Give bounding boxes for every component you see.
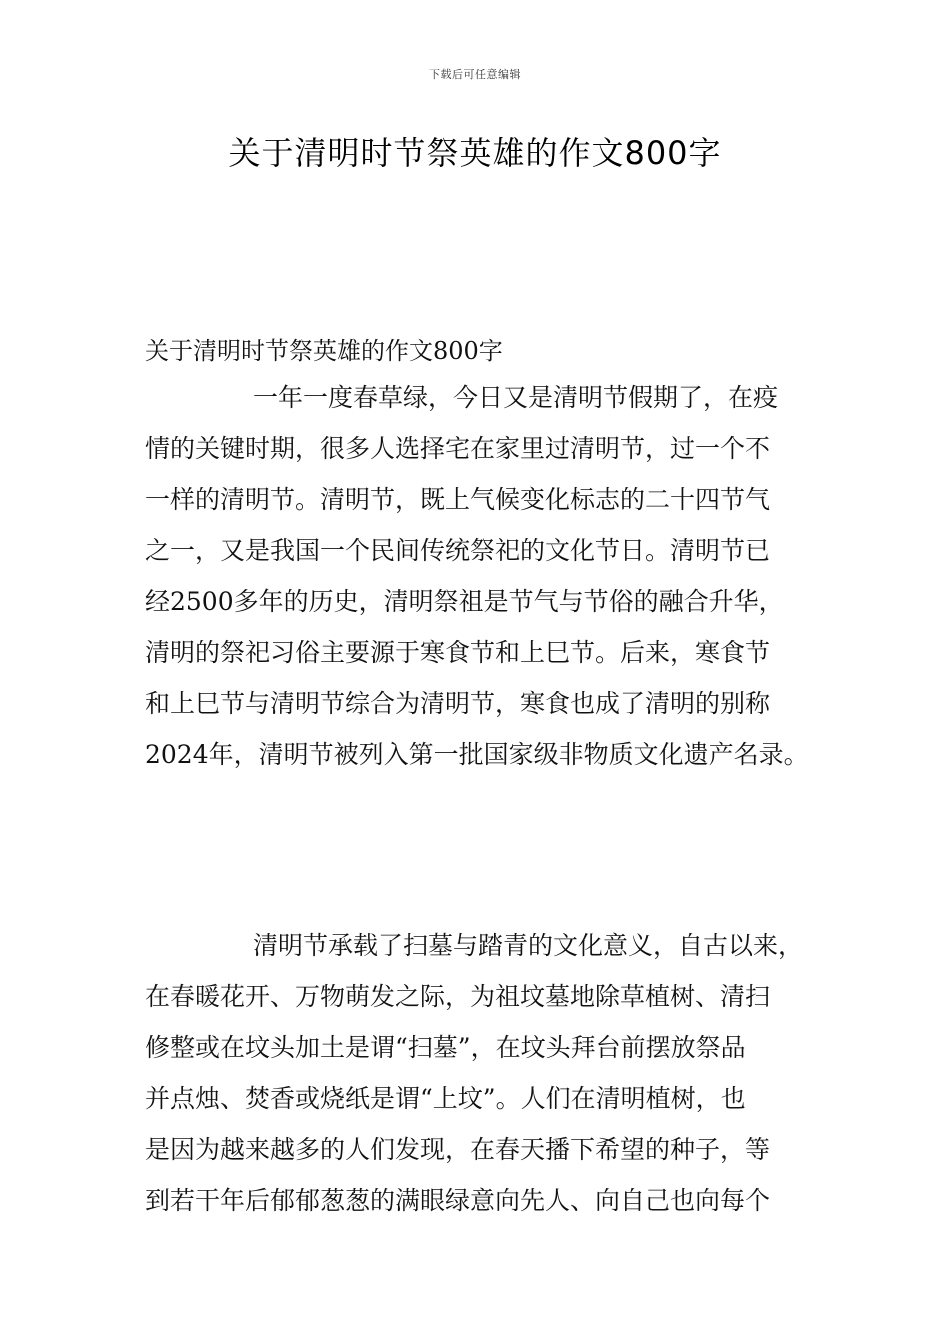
paragraph-line: 2024年，清明节被列入第一批国家级非物质文化遗产名录。 (145, 740, 809, 769)
paragraph-line: 在春暖花开、万物萌发之际，为祖坟墓地除草植树、清扫 (145, 982, 771, 1011)
header-note: 下载后可任意编辑 (429, 68, 521, 81)
paragraph-line: 情的关键时期，很多人选择宅在家里过清明节，过一个不 (145, 434, 771, 463)
paragraph-line: 一年一度春草绿，今日又是清明节假期了，在疫 (253, 383, 779, 412)
paragraph-1 (145, 372, 825, 780)
paragraph-line: 清明节承载了扫墓与踏青的文化意义，自古以来， (253, 931, 804, 960)
paragraph-line: 修整或在坟头加土是谓“扫墓”，在坟头拜台前摆放祭品 (145, 1033, 746, 1062)
paragraph-line: 和上巳节与清明节综合为清明节，寒食也成了清明的别称 (145, 689, 771, 718)
page-title: 关于清明时节祭英雄的作文800字 (228, 134, 722, 172)
paragraph-line: 一样的清明节。清明节，既上气候变化标志的二十四节气 (145, 485, 771, 514)
paragraph-line: 是因为越来越多的人们发现，在春天播下希望的种子，等 (145, 1135, 771, 1164)
paragraph-line: 清明的祭祀习俗主要源于寒食节和上巳节。后来，寒食节 (145, 638, 771, 667)
paragraph-line: 之一，又是我国一个民间传统祭祀的文化节日。清明节已 (145, 536, 771, 565)
paragraph-line: 并点烛、焚香或烧纸是谓“上坟”。人们在清明植树，也 (145, 1084, 746, 1113)
paragraph-line: 经2500多年的历史，清明祭祖是节气与节俗的融合升华， (145, 587, 784, 616)
article-subtitle: 关于清明时节祭英雄的作文800字 (145, 337, 503, 365)
paragraph-line: 到若干年后郁郁葱葱的满眼绿意向先人、向自己也向每个 (145, 1186, 771, 1215)
paragraph-2 (145, 920, 825, 1226)
